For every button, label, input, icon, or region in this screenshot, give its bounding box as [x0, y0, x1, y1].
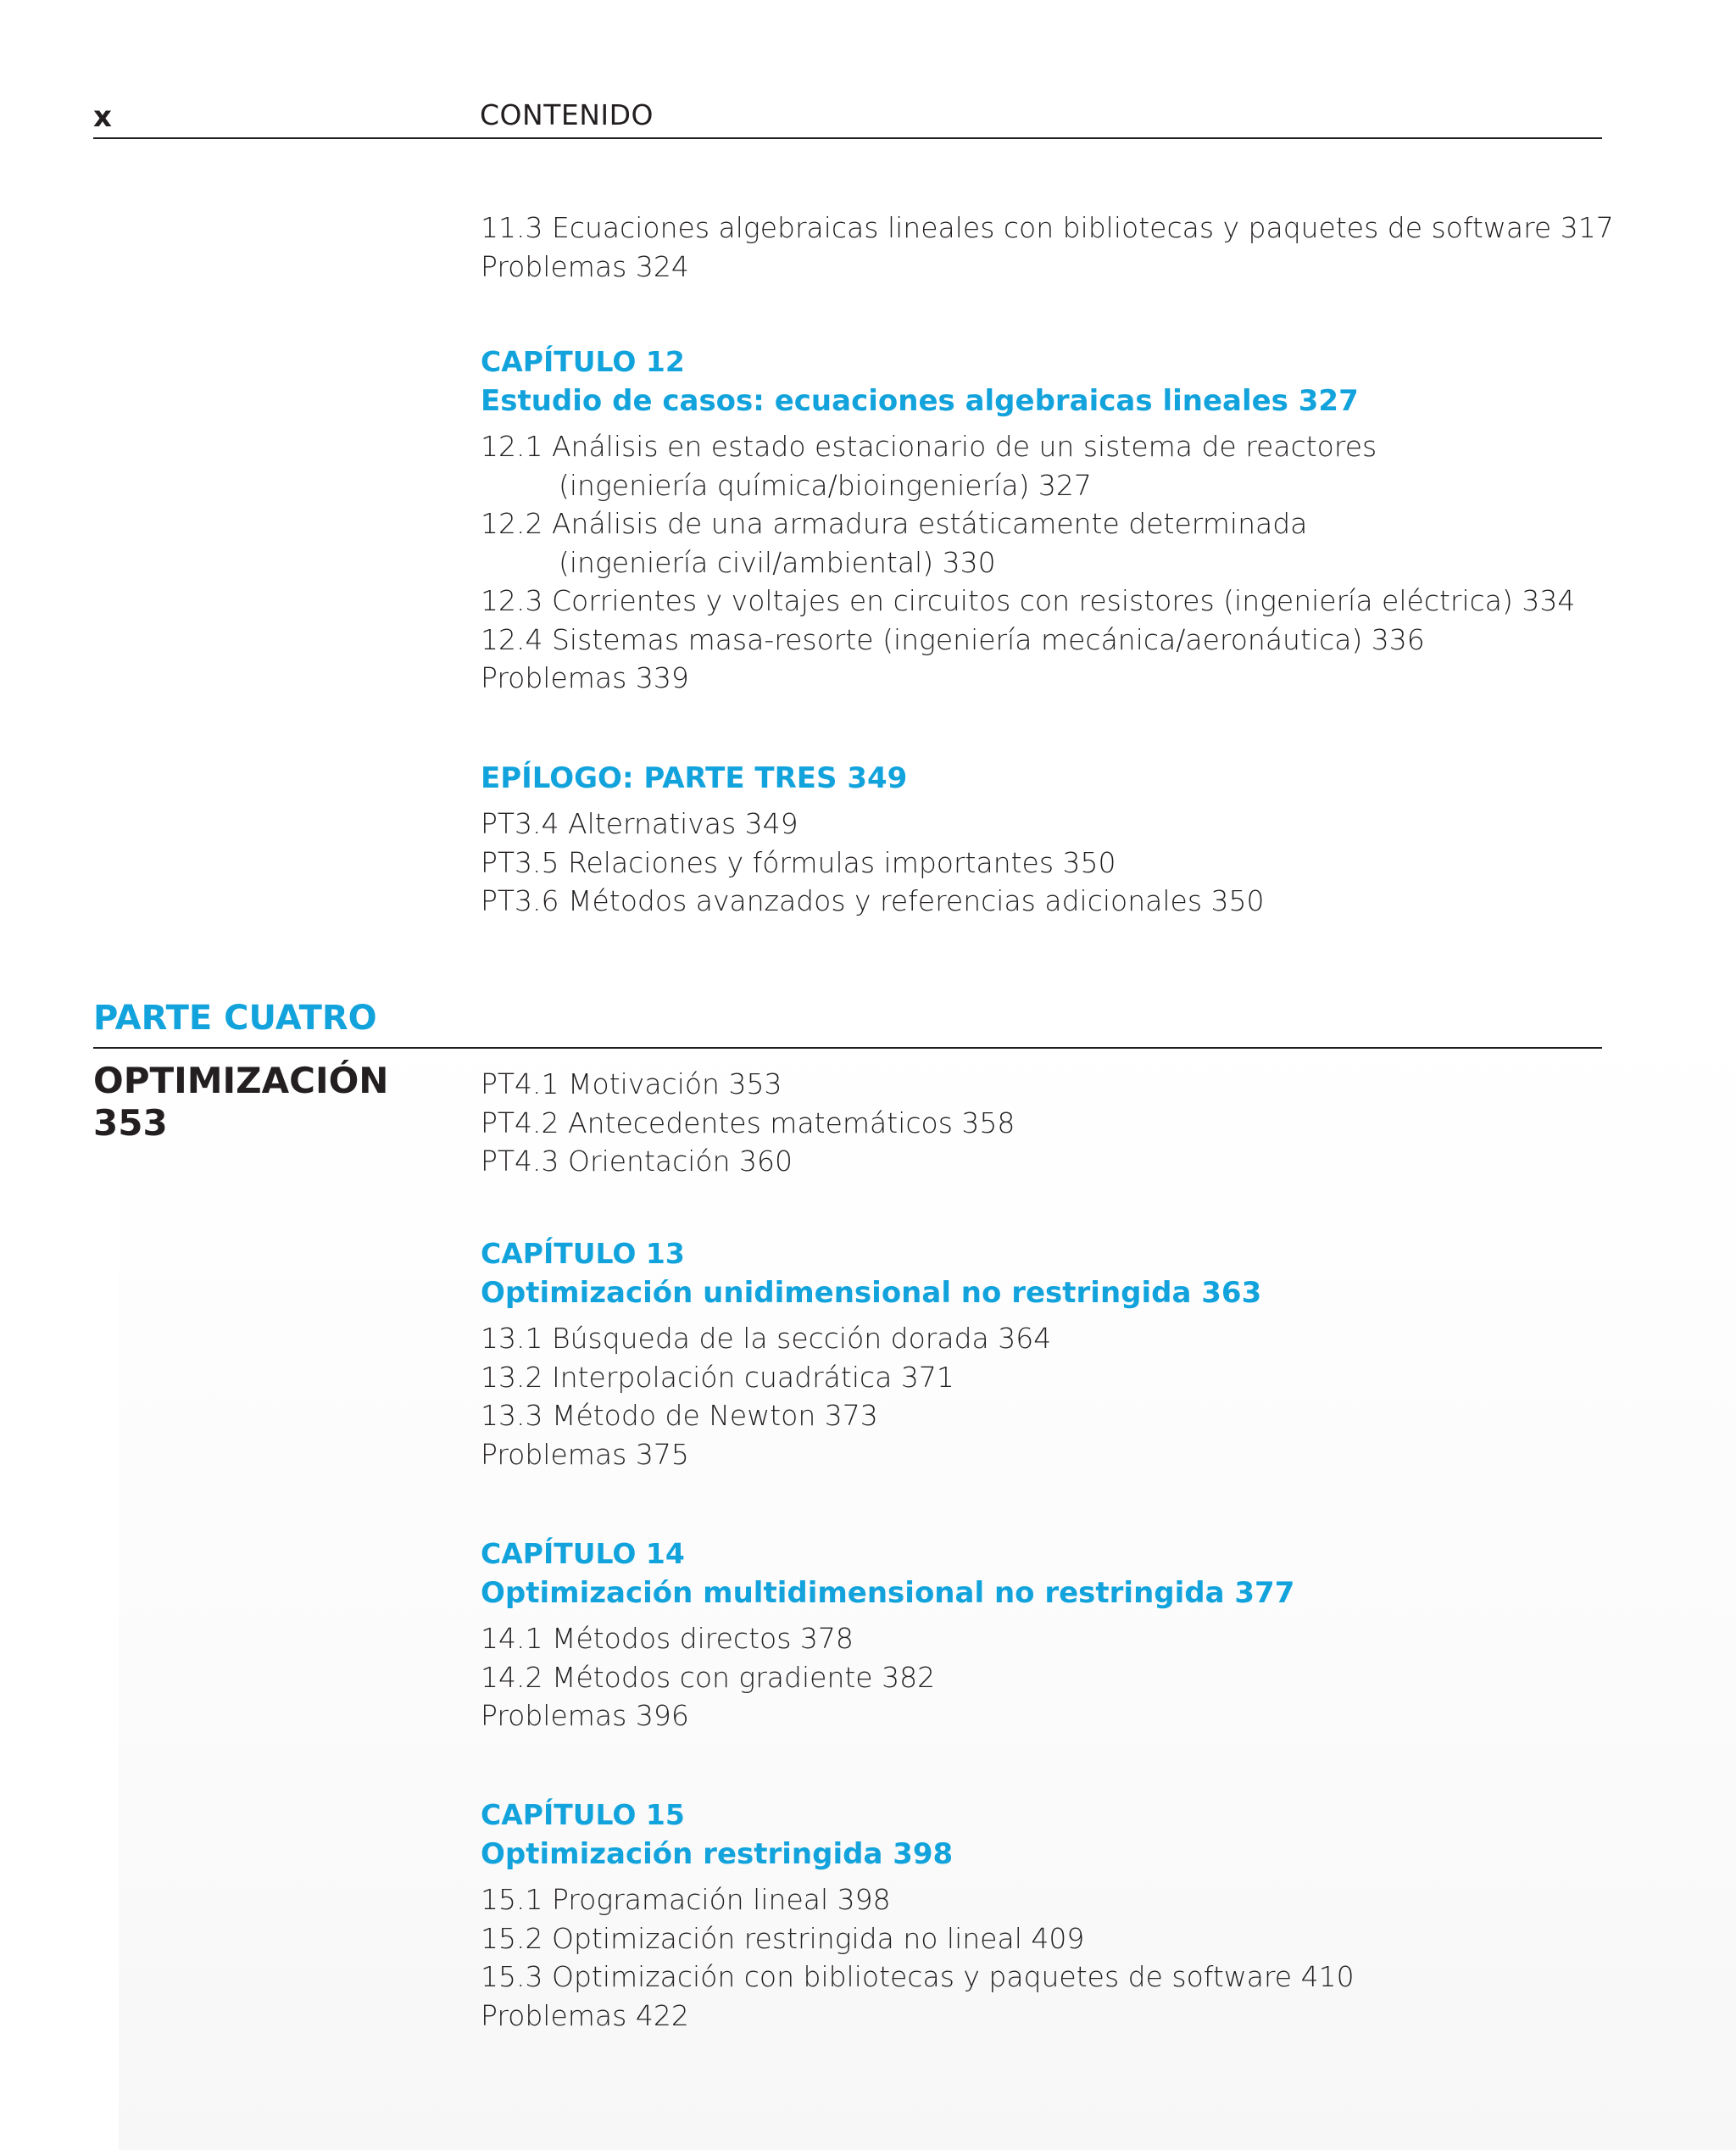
- chapter-title[interactable]: Optimización unidimensional no restringida 363: [481, 1276, 1262, 1310]
- toc-entry[interactable]: 13.2 Interpolación cuadrática 371: [481, 1360, 954, 1394]
- toc-block-chapter14: [481, 1535, 1616, 1735]
- page-header: [93, 95, 1602, 139]
- toc-block-part4: [481, 1065, 1616, 1181]
- toc-entry[interactable]: 15.1 Programación lineal 398: [481, 1883, 891, 1916]
- toc-entry[interactable]: 13.1 Búsqueda de la sección dorada 364: [481, 1322, 1052, 1355]
- chapter-title[interactable]: Optimización multidimensional no restringida 377: [481, 1576, 1295, 1610]
- chapter-label[interactable]: CAPÍTULO 14: [481, 1537, 685, 1570]
- chapter-title[interactable]: Estudio de casos: ecuaciones algebraicas lineales 327: [481, 384, 1359, 418]
- toc-entry[interactable]: PT4.3 Orientación 360: [481, 1145, 793, 1178]
- toc-entry[interactable]: PT3.5 Relaciones y fórmulas importantes 350: [481, 845, 1116, 879]
- chapter-label[interactable]: CAPÍTULO 15: [481, 1798, 685, 1831]
- toc-entry[interactable]: 11.3 Ecuaciones algebraicas lineales con bibliotecas y paquetes de software 317: [481, 211, 1614, 244]
- part-label[interactable]: PARTE CUATRO: [93, 999, 377, 1038]
- chapter-title[interactable]: Optimización restringida 398: [481, 1837, 954, 1871]
- toc-entry[interactable]: Problemas 422: [481, 1998, 689, 2032]
- toc-block-chapter12: [481, 343, 1616, 698]
- toc-entry[interactable]: Problemas 324: [481, 249, 689, 283]
- toc-entry[interactable]: 13.3 Método de Newton 373: [481, 1399, 878, 1432]
- toc-entry[interactable]: 15.3 Optimización con bibliotecas y paquetes de software 410: [481, 1960, 1355, 1993]
- toc-entry[interactable]: PT3.6 Métodos avanzados y referencias adicionales 350: [481, 884, 1265, 917]
- part-title[interactable]: [93, 1060, 388, 1145]
- toc-block-chapter13: [481, 1234, 1616, 1473]
- part-title-page: 353: [93, 1102, 168, 1144]
- toc-entry[interactable]: 12.4 Sistemas masa-resorte (ingeniería mecánica/aeronáutica) 336: [481, 622, 1425, 656]
- toc-entry[interactable]: 12.1 Análisis en estado estacionario de un sistema de reactores: [481, 430, 1377, 463]
- toc-entry[interactable]: (ingeniería química/bioingeniería) 327: [559, 468, 1092, 502]
- running-head: CONTENIDO: [480, 98, 654, 131]
- toc-entry[interactable]: 14.2 Métodos con gradiente 382: [481, 1660, 936, 1694]
- toc-entry[interactable]: Problemas 396: [481, 1699, 689, 1732]
- toc-block-chapter11: [481, 209, 1616, 286]
- toc-entry[interactable]: Problemas 339: [481, 661, 689, 694]
- toc-entry[interactable]: 12.3 Corrientes y voltajes en circuitos con resistores (ingeniería eléctrica) 334: [481, 584, 1576, 617]
- toc-entry[interactable]: Problemas 375: [481, 1437, 689, 1471]
- toc-entry[interactable]: 12.2 Análisis de una armadura estáticamente determinada: [481, 507, 1308, 540]
- page-number: x: [93, 100, 112, 134]
- epilogue-title[interactable]: EPÍLOGO: PARTE TRES 349: [481, 761, 908, 795]
- toc-entry[interactable]: (ingeniería civil/ambiental) 330: [559, 545, 996, 579]
- chapter-label[interactable]: CAPÍTULO 13: [481, 1237, 685, 1270]
- toc-entry[interactable]: 14.1 Métodos directos 378: [481, 1622, 854, 1655]
- toc-entry[interactable]: PT4.1 Motivación 353: [481, 1067, 782, 1100]
- toc-entry[interactable]: PT4.2 Antecedentes matemáticos 358: [481, 1106, 1015, 1139]
- part-title-name: OPTIMIZACIÓN: [93, 1060, 389, 1101]
- toc-block-epilogue: [481, 759, 1616, 921]
- part-divider: [93, 1047, 1602, 1049]
- chapter-label[interactable]: CAPÍTULO 12: [481, 345, 685, 378]
- toc-block-chapter15: [481, 1796, 1616, 2035]
- toc-entry[interactable]: 15.2 Optimización restringida no lineal 409: [481, 1921, 1085, 1955]
- toc-entry[interactable]: PT3.4 Alternativas 349: [481, 807, 798, 840]
